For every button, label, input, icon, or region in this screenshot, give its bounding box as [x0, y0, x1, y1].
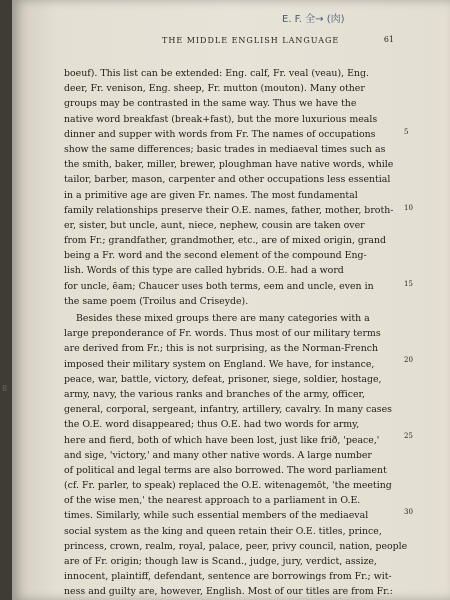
- text-line: boeuf). This list can be extended: Eng. calf, Fr. veal (veau), Eng.: [64, 68, 369, 79]
- text-line: of the wise men,' the nearest approach to a parliament in O.E.: [64, 495, 361, 507]
- line-number: 10: [404, 204, 413, 212]
- text-line: peace, war, battle, victory, defeat, prisoner, siege, soldier, hostage,: [64, 373, 382, 385]
- text-line: army, navy, the various ranks and branches of the army, officer,: [64, 388, 365, 400]
- text-line: being a Fr. word and the second element of the compound Eng-: [64, 250, 367, 262]
- text-line: (cf. Fr. parler, to speak) replaced the O.E. witenagemōt, 'the meeting: [64, 480, 392, 492]
- line-number: 5: [404, 128, 409, 136]
- text-line: imposed their military system on England. We have, for instance,: [64, 358, 375, 370]
- running-title: THE MIDDLE ENGLISH LANGUAGE: [162, 36, 340, 45]
- text-line: Besides these mixed groups there are many categories with a: [76, 313, 370, 324]
- text-line: are of Fr. origin; though law is Scand., judge, jury, verdict, assize,: [64, 556, 377, 567]
- text-line: for uncle, ēam; Chaucer uses both terms, eem and uncle, even in: [64, 280, 374, 292]
- text-line: lish. Words of this type are called hybrids. O.E. had a word: [64, 265, 344, 277]
- text-line: times. Similarly, while such essential members of the mediaeval: [64, 510, 369, 522]
- text-line: show the same differences; basic trades in mediaeval times such as: [64, 143, 386, 155]
- text-line: the O.E. word disappeared; thus O.E. had two words for army,: [64, 419, 360, 431]
- text-line: native word breakfast (break+fast), but the more luxurious meals: [64, 113, 378, 125]
- text-line: groups may be contrasted in the same way. Thus we have the: [64, 98, 357, 110]
- text-line: and sige, 'victory,' and many other native words. A large number: [64, 449, 372, 461]
- text-line: princess, crown, realm, royal, palace, peer, privy council, nation, people: [64, 540, 408, 552]
- book-page: [12, 0, 450, 600]
- body-text: [64, 66, 408, 600]
- text-line: innocent, plaintiff, defendant, sentence are borrowings from Fr.; wit-: [64, 571, 392, 583]
- text-line: general, corporal, sergeant, infantry, artillery, cavalry. In many cases: [64, 404, 392, 416]
- text-line: er, sister, but uncle, aunt, niece, nephew, cousin are taken over: [64, 219, 365, 231]
- left-margin-mark: 8: [2, 384, 8, 393]
- text-line: the same poem (Troilus and Criseyde).: [64, 295, 249, 307]
- text-line: ness and guilty are, however, English. Most of our titles are from Fr.:: [64, 586, 393, 598]
- text-line: the smith, baker, miller, brewer, ploughman have native words, while: [64, 159, 394, 171]
- text-line: social system as the king and queen retain their O.E. titles, prince,: [64, 525, 382, 537]
- text-line: deer, Fr. venison, Eng. sheep, Fr. mutton (mouton). Many other: [64, 83, 365, 95]
- handwritten-annotation: E. F. 全→ (肉): [282, 14, 345, 25]
- line-number: 15: [404, 280, 413, 288]
- text-line: in a primitive age are given Fr. names. The most fundamental: [64, 189, 358, 201]
- page-number: 61: [383, 35, 394, 44]
- text-line: tailor, barber, mason, carpenter and other occupations less essential: [64, 174, 391, 186]
- line-number: 25: [404, 432, 413, 440]
- line-number: 20: [404, 356, 413, 364]
- text-line: from Fr.; grandfather, grandmother, etc., are of mixed origin, grand: [64, 235, 387, 247]
- text-line: here and fierd, both of which have been lost, just like frið, 'peace,': [64, 434, 380, 446]
- text-line: family relationships preserve their O.E. names, father, mother, broth-: [64, 204, 394, 216]
- text-line: large preponderance of Fr. words. Thus most of our military terms: [64, 328, 381, 340]
- text-line: are derived from Fr.; this is not surprising, as the Norman-French: [64, 343, 379, 355]
- text-line: dinner and supper with words from Fr. The names of occupations: [64, 128, 376, 140]
- text-line: of political and legal terms are also borrowed. The word parliament: [64, 464, 387, 476]
- line-number: 30: [404, 508, 413, 516]
